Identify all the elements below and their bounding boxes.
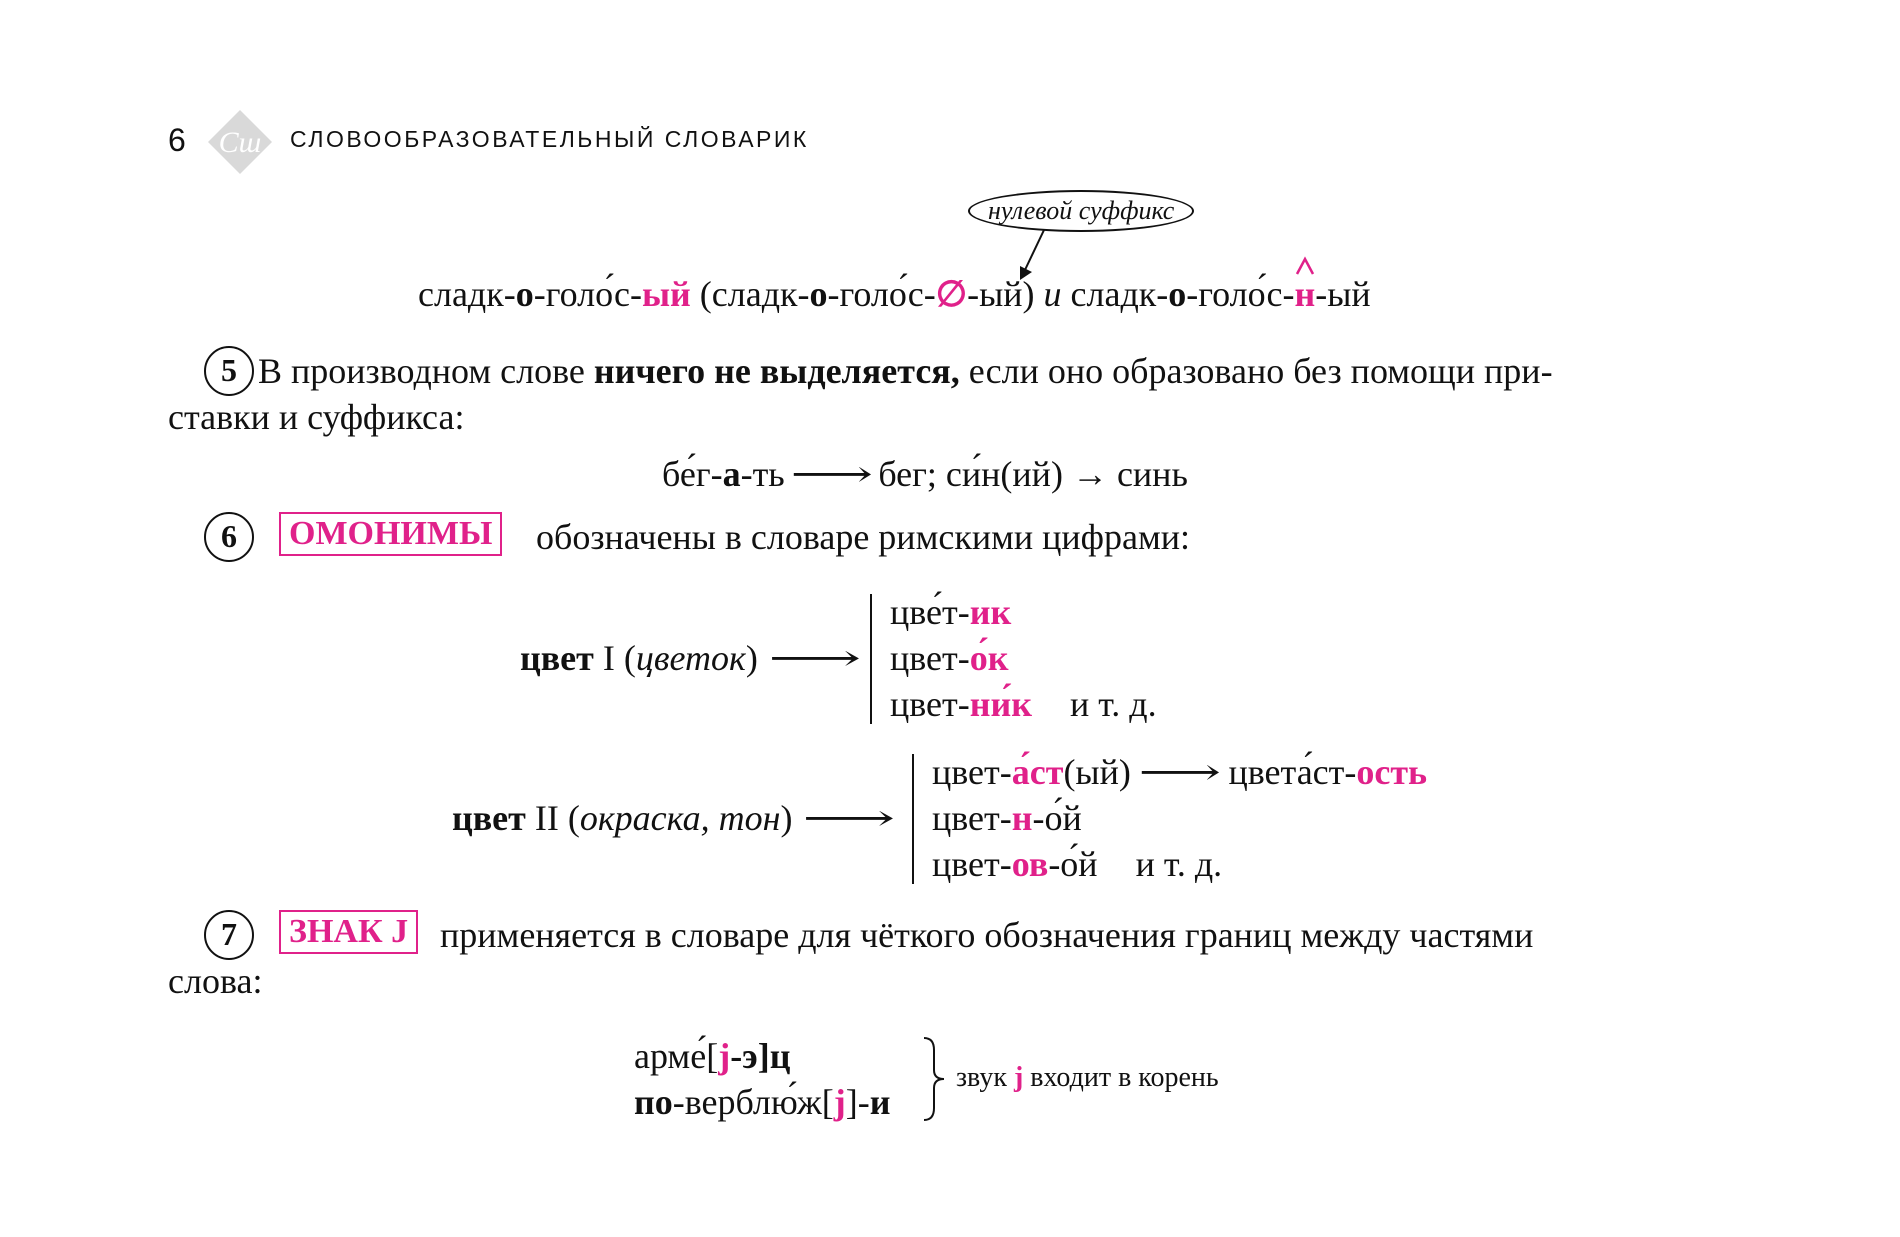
entry-2-line-3: цвет-ов-о́й и т. д. — [932, 844, 1223, 884]
section-5-line1: В производном слове ничего не выделяется, если оно образовано без помощи при- — [258, 351, 1553, 391]
entry-1-line-2: цвет-о́к — [890, 638, 1009, 678]
logo — [206, 108, 274, 176]
zero-suffix-symbol: ∅ — [935, 274, 968, 314]
long-arrow-icon: ⟶ — [1138, 752, 1221, 792]
long-arrow-icon: ⟶ — [768, 638, 862, 678]
j-example-1: арме́[j-э]ц — [634, 1036, 791, 1076]
entry-2-bracket — [912, 754, 914, 884]
section-7-line1: применяется в словаре для чёткого обозначения границ между частями — [440, 915, 1534, 955]
caret-mark-icon — [1294, 256, 1316, 276]
j-example-2: по-верблю́ж[j]-и — [634, 1082, 891, 1122]
entry-2-line-2: цвет-н-о́й — [932, 798, 1082, 838]
section-6-text: обозначены в словаре римскими цифрами: — [536, 517, 1191, 557]
entry-2-head: цвет II (окраска, тон) ⟶ — [452, 798, 896, 838]
entry-1-line-1: цве́т-ик — [890, 592, 1012, 632]
section-6-number: 6 — [204, 512, 254, 562]
section-5-example: бе́г-а-ть ⟶ бег; си́н(ий) → синь — [662, 454, 1188, 494]
entry-1-head: цвет I (цветок) ⟶ — [520, 638, 862, 678]
arrow-icon: → — [1071, 454, 1108, 494]
example-line: сладк-о-голо́с-ый (сладк-о-голо́с-∅-ый) и сладк-о-голо́с-н -ый — [418, 272, 1371, 316]
section-7-number: 7 — [204, 910, 254, 960]
page-number: 6 — [168, 122, 186, 158]
section-5-number: 5 — [204, 346, 254, 396]
sign-j-box: ЗНАК J — [279, 910, 418, 954]
long-arrow-icon: ⟶ — [802, 798, 896, 838]
logo-text: Сш — [218, 126, 262, 159]
logo-icon — [206, 108, 274, 176]
callout-bubble — [968, 190, 1194, 232]
homonyms-box: ОМОНИМЫ — [279, 512, 502, 556]
suffix-n: н — [1294, 274, 1315, 314]
section-5-line2: ставки и суффикса: — [168, 397, 465, 437]
entry-2-line-1: цвет-а́ст(ый) ⟶ цвета́ст-ость — [932, 752, 1428, 792]
j-note: звук j входит в корень — [956, 1062, 1219, 1093]
section-7-line2: слова: — [168, 961, 263, 1001]
entry-1-line-3: цвет-ни́к и т. д. — [890, 684, 1157, 724]
callout-label: нулевой суффикс — [988, 196, 1175, 225]
entry-1-bracket — [870, 594, 872, 724]
running-header: СЛОВООБРАЗОВАТЕЛЬНЫЙ СЛОВАРИК — [290, 126, 809, 152]
long-arrow-icon: ⟶ — [790, 454, 873, 494]
curly-brace-icon — [920, 1034, 950, 1124]
